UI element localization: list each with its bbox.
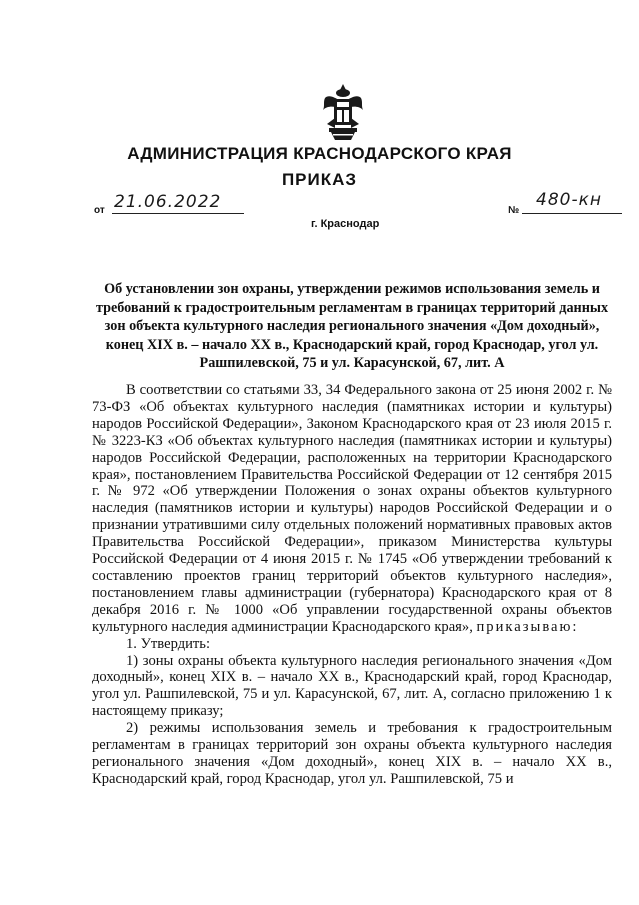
preamble-text: В соответствии со статьями 33, 34 Федерального закона от 25 июня 2002 г. № 73-ФЗ «Об объектах культурного наследия (памятниках истории и культуры) народов Российской Федерации», Законом Краснодарского края от 23 июля 2015 г. № 3223-КЗ «Об объектах культурного наследия (памятниках истории и культуры) народов Российской Федерации, расположенных на территории Краснодарского края», постановлением Правительства Российской Федерации от 12 сентября 2015 г. № 972 «Об утверждении Положения о зонах охраны объектов культурного наследия (памятников истории и культуры) народов Российской Федерации и о признании утратившими силу отдельных положений нормативных правовых актов Правительства Российской Федерации», приказом Министерства культуры Российской Федерации от 4 июня 2015 г. № 1745 «Об утверждении требований к составлению проектов границ территорий объектов культурного наследия», постановлением главы администрации (губернатора) Краснодарского края от 8 декабря 2016 г. № 1000 «Об управлении государственной охраны объектов культурного наследия администрации Краснодарского края», <box>92 382 612 635</box>
coat-of-arms-icon <box>321 84 365 142</box>
date-number-row <box>94 190 624 236</box>
handwritten-date: 21.06.2022 <box>114 192 222 212</box>
city-name: г. Краснодар <box>311 218 380 230</box>
order-title: Об установлении зон охраны, утверждении режимов использования земель и требований к градостроительным регламентам в границах территорий данных зон объекта культурного наследия регионального значения «Дом доходный», конец XIX в. – начало XX в., Краснодарский край, город Краснодар, угол ул. Рашпилевской, 75 и ул. Карасунской, 67, лит. А <box>95 281 609 371</box>
preamble-paragraph <box>92 382 612 636</box>
number-underline <box>522 213 622 214</box>
item-1-subitem-1: 1) зоны охраны объекта культурного наследия регионального значения «Дом доходный», конец XIX в. – начало XX в., Краснодарский край, город Краснодар, угол ул. Рашпилевской, 75 и ул. Карасунской, 67, лит. А, согласно приложению 1 к настоящему приказу; <box>92 652 612 720</box>
document-type: ПРИКАЗ <box>281 170 358 189</box>
item-1-subitem-2: 2) режимы использования земель и требования к градостроительным регламентам в границах территорий зон охраны объекта культурного наследия регионального значения «Дом доходный», конец XIX в. – начало XX в., Краснодарский край, город Краснодар, угол ул. Рашпилевской, 75 и <box>92 720 612 787</box>
order-word: приказываю: <box>476 618 579 635</box>
date-label: от <box>94 205 105 216</box>
handwritten-number: 480-кн <box>536 190 602 210</box>
number-label: № <box>508 205 520 216</box>
date-underline <box>112 213 244 214</box>
agency-name: АДМИНИСТРАЦИЯ КРАСНОДАРСКОГО КРАЯ <box>127 144 512 163</box>
order-body <box>92 382 612 788</box>
item-1: 1. Утвердить: <box>126 635 211 652</box>
